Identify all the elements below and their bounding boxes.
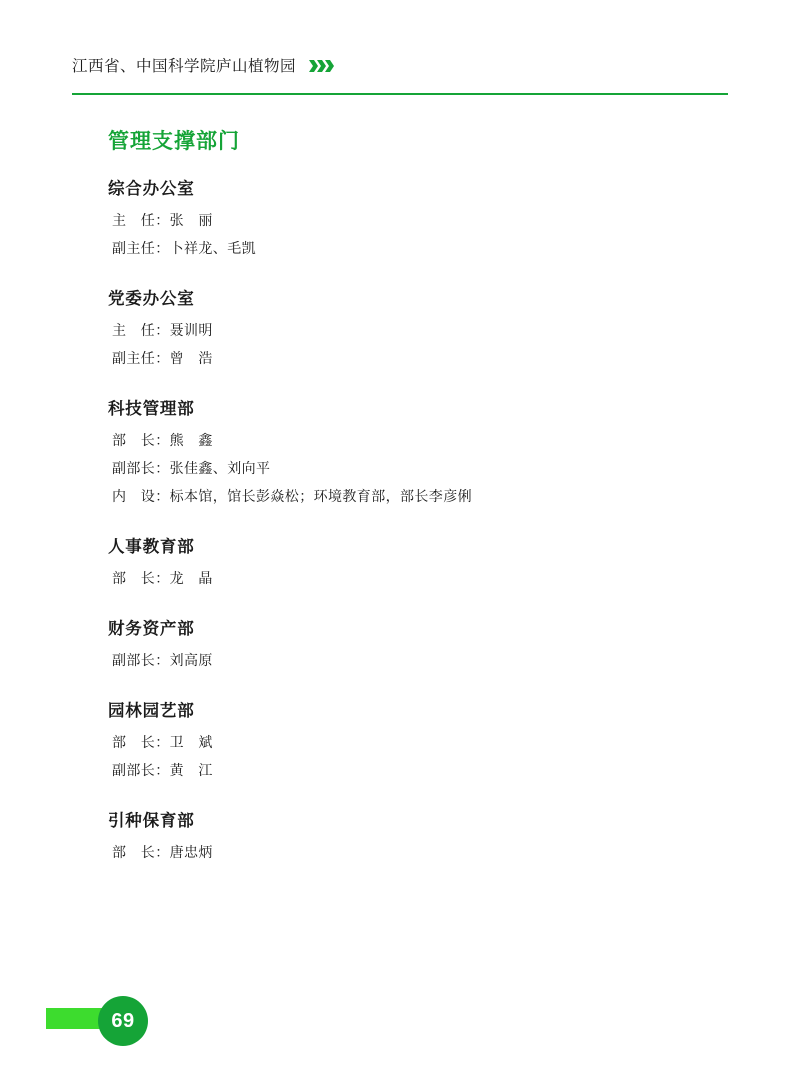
department-block: [108, 698, 728, 784]
chevron-pattern-icon: [309, 58, 339, 79]
department-detail-row: 主 任：张 丽: [112, 212, 213, 228]
page-content: [108, 128, 728, 866]
department-name: 党委办公室: [108, 290, 195, 308]
department-block: [108, 286, 728, 372]
department-detail-row: 副部长：张佳鑫、刘向平: [112, 460, 271, 476]
department-name: 科技管理部: [108, 400, 195, 418]
department-block: [108, 534, 728, 592]
department-detail-row: 副部长：黄 江: [112, 762, 213, 778]
department-detail-row: 副主任：卜祥龙、毛凯: [112, 240, 256, 256]
department-detail-row: 部 长：熊 鑫: [112, 432, 213, 448]
header-title: 江西省、中国科学院庐山植物园: [72, 58, 297, 75]
department-name: 人事教育部: [108, 538, 195, 556]
page-header: [72, 56, 728, 96]
department-block: [108, 176, 728, 262]
department-block: [108, 808, 728, 866]
department-detail-row: 部 长：龙 晶: [112, 570, 213, 586]
section-title: 管理支撑部门: [108, 130, 240, 153]
department-name: 综合办公室: [108, 180, 195, 198]
department-block: [108, 396, 728, 510]
page-footer: [46, 996, 246, 1050]
header-divider: [72, 93, 728, 95]
department-detail-row: 部 长：卫 斌: [112, 734, 213, 750]
department-detail-row: 副主任：曾 浩: [112, 350, 213, 366]
department-detail-row: 部 长：唐忠炳: [112, 844, 213, 860]
department-name: 园林园艺部: [108, 702, 195, 720]
department-detail-row: 内 设：标本馆，馆长彭焱松；环境教育部，部长李彦俐: [112, 488, 472, 504]
department-name: 财务资产部: [108, 620, 195, 638]
department-block: [108, 616, 728, 674]
department-detail-row: 副部长：刘高原: [112, 652, 213, 668]
department-detail-row: 主 任：聂训明: [112, 322, 213, 338]
department-name: 引种保育部: [108, 812, 195, 830]
page-number: 69: [98, 996, 148, 1046]
